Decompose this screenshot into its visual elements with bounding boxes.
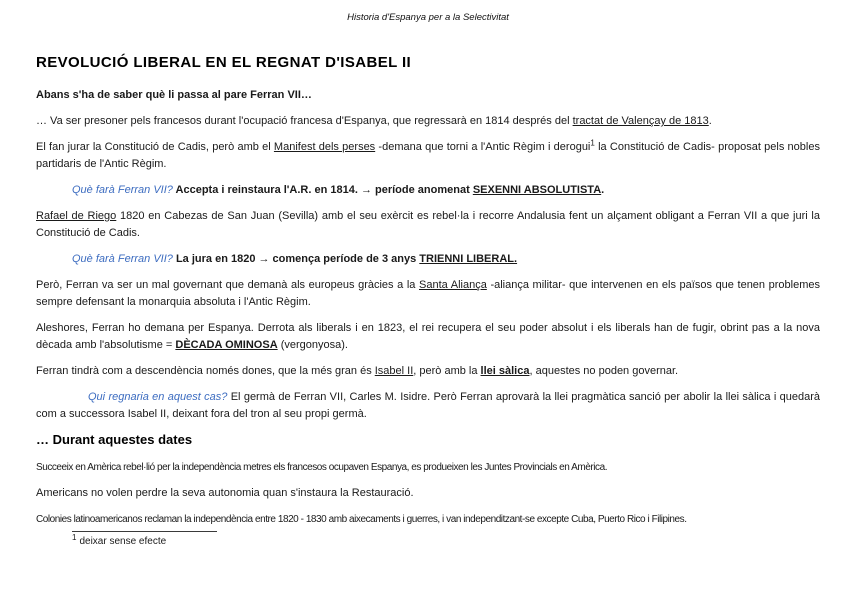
header-title: Historia d'Espanya per a la Selectivitat [347,12,509,23]
paragraph [36,277,820,311]
text-run: Accepta i reinstaura l'A.R. en 1814. → període anomenat [172,184,473,196]
text-run: … Va ser presoner pels francesos durant l'ocupació francesa d'Espanya, que regressarà en 1814 després del [36,115,573,127]
text-run: … Durant aquestes dates [36,432,193,447]
text-run: la Constitució de Cadis- proposat pels nobles partidaris de l'Antic Règim. [36,141,820,170]
text-run: (vergonyosa). [277,339,348,351]
paragraph [36,113,820,130]
text-run: Americans no volen perdre la seva autonomia quan s'instaura la Restauració. [36,487,414,499]
document-title: REVOLUCIÓ LIBERAL EN EL REGNAT D'ISABEL II [36,54,412,71]
key-term: llei sàlica [480,365,530,377]
text-run: Però, Ferran va ser un mal governant que demanà als europeus gràcies a la [36,279,420,291]
section-heading [36,432,820,447]
key-term: TRIENNI LIBERAL. [419,253,518,265]
text-run: Succeeix en Amèrica rebel·lió per la independència metres els francesos ocupaven Espanya, es produeixen les Juntes Provincials en Amèrica. [36,462,608,473]
footnote [72,532,217,547]
paragraph [36,459,820,476]
question-paragraph [36,389,820,423]
text-run: Ferran tindrà com a descendència només dones, que la més gran és [36,365,375,377]
page-header [36,12,820,24]
text-run: -aliança militar- que intervenen en els països que tenen problemes sempre defensant la monarquia absoluta i l'Antic Règim. [36,279,821,308]
text-run: Abans s'ha de saber què li passa al pare Ferran VII… [36,89,312,101]
key-term: Rafael de Riego [36,210,117,222]
key-term: Santa Aliança [419,279,487,291]
intro-paragraph [36,87,820,104]
text-run: El fan jurar la Constitució de Cadis, però amb el [36,141,274,153]
text-run: . [601,184,605,196]
paragraph [36,320,820,354]
key-term: DÈCADA OMINOSA [175,339,278,351]
text-run: -demana que torni a l'Antic Règim i derogui [375,141,591,153]
footnote-text: deixar sense efecte [79,536,167,547]
text-run: La jura en 1820 → comença període de 3 anys [172,253,420,265]
key-term: SEXENNI ABSOLUTISTA [472,184,602,196]
text-run: , però amb la [413,365,481,377]
paragraph [36,363,820,380]
key-term: Isabel II [374,365,414,377]
question-paragraph [36,182,820,199]
question-label: Què farà Ferran VII? [72,253,173,265]
key-term: Manifest dels perses [273,141,376,153]
text-run: , aquestes no poden governar. [529,365,679,377]
text-run: Colonies latinoamericanos reclaman la independència entre 1820 - 1830 amb aixecaments i guerres, i van independitzant-se excepte Cuba, Puerto Rico i Filipines. [36,514,687,525]
footnote-divider [72,531,217,532]
question-label: Què farà Ferran VII? [72,184,173,196]
question-paragraph [36,251,820,268]
question-label: Qui regnaria en aquest cas? [88,391,228,403]
footnote-area [72,531,217,547]
text-run: . [708,115,712,127]
text-run: El germà de Ferran VII, Carles M. Isidre. Però Ferran aprovarà la llei pragmàtica sanció per abolir la llei sàlica i quedarà com a successora Isabel II, deixant fora del tron al seu propi germà. [36,391,820,420]
paragraph [36,208,820,242]
footnote-marker: 1 [72,532,77,542]
text-run: 1820 en Cabezas de San Juan (Sevilla) amb el seu exèrcit es rebel·la i recorre Andalusia fent un alçament obligant a Ferran VII a que juri la Constitució de Cadis. [36,210,820,239]
footnote-ref: 1 [590,138,595,148]
key-term: tractat de Valençay de 1813 [572,115,709,127]
document-body [36,87,820,528]
paragraph [36,139,820,173]
paragraph [36,485,820,502]
text-run: Aleshores, Ferran ho demana per Espanya. Derrota als liberals i en 1823, el rei recupera el seu poder absolut i els liberals han de fugir, obrint pas a la nova dècada amb l'absolutisme = [36,322,820,351]
paragraph [36,511,820,528]
